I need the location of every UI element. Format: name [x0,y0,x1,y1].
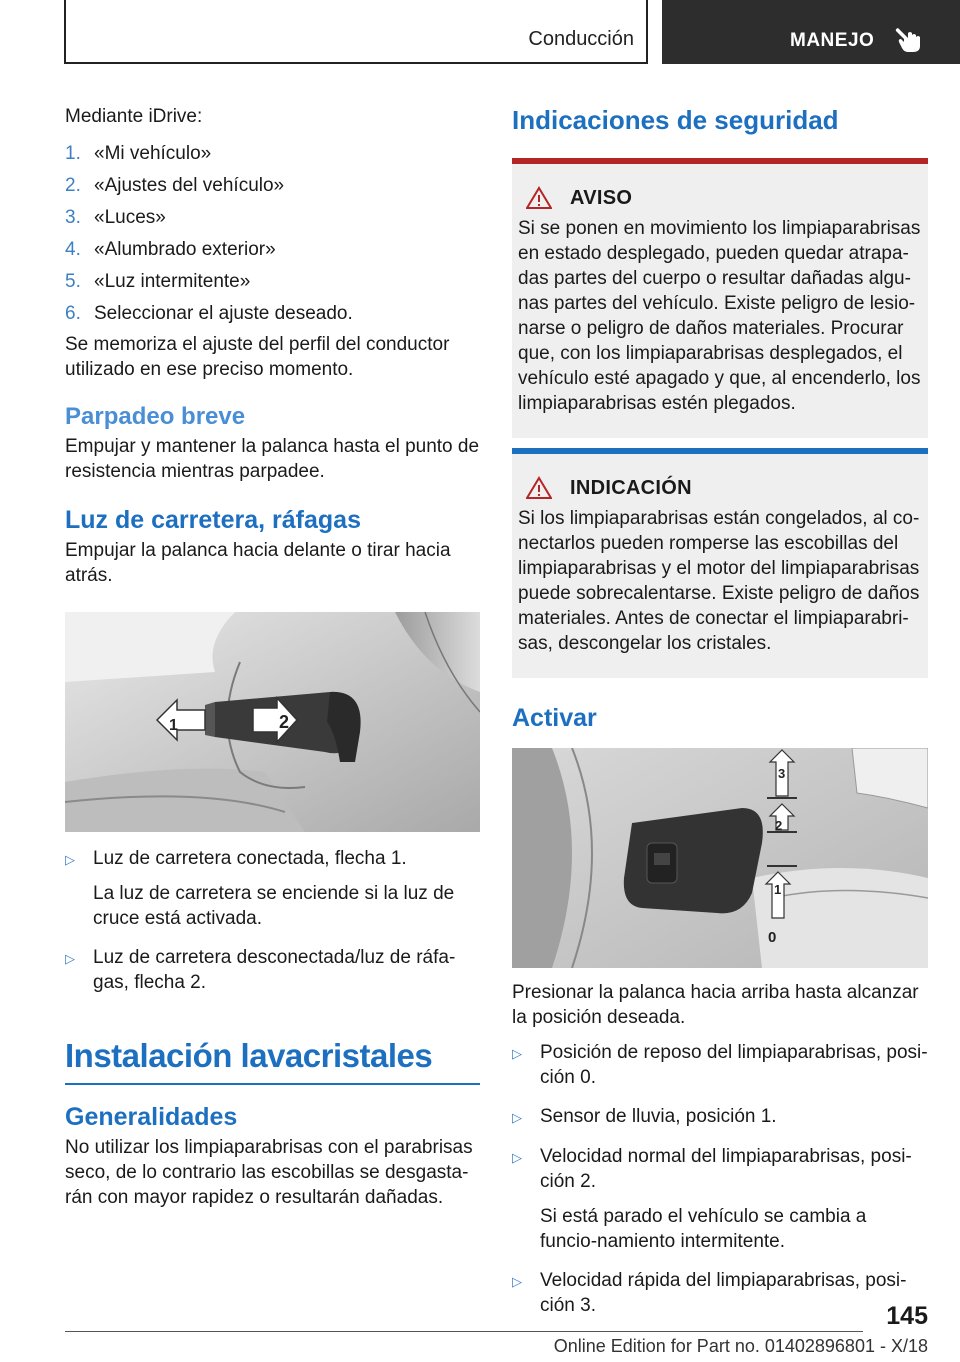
triangle-bullet-icon: ▷ [512,1046,522,1061]
section-tab [64,0,648,64]
page-header [0,0,960,66]
heading-activate: Activar [512,704,597,732]
warning-triangle-icon [526,186,552,210]
arrow-label-1: 1 [169,717,178,734]
triangle-bullet-icon: ▷ [512,1274,522,1289]
heading-safety: Indicaciones de seguridad [512,105,839,135]
high-beam-text: Empujar la palanca hacia delante o tirar hacia atrás. [65,540,451,586]
triangle-bullet-icon: ▷ [65,852,75,867]
footer-text: Online Edition for Part no. 01402896801 - X/18 [553,1336,928,1356]
section-title: Conducción [528,28,634,50]
heading-flash: Parpadeo breve [65,403,246,430]
step-item: 2. «Ajustes del vehículo» [65,175,285,196]
heading-washer-system: Instalación lavacristales [65,1037,433,1074]
list-item: ▷ Sensor de lluvia, posición 1. [512,1104,928,1130]
pointing-hand-icon [894,24,924,54]
profile-note: Se memoriza el ajuste del perfil del conductor utilizado en ese preciso momento. [65,334,450,380]
position-label-1: 1 [774,882,782,897]
warning-text: Si se ponen en movimiento los limpiaparabrisas en estado desplegado, pueden quedar atrapa-das partes del cuerpo o resultar dañadas algu-nas partes del vehículo. Existe peligro de lesio-narse o peligro de daños materiales. Procurar que, con los limpiaparabrisas desplegados, el vehículo esté apagado y que, al encenderlo, los limpiaparabrisas estén plegados. [518,218,921,414]
wiper-lever-illustration [512,748,928,968]
notice-text: Si los limpiaparabrisas están congelados, al co-nectarlos pueden romperse las escobillas del limpiaparabrisas y el motor del limpiaparabrisas puede sobrecalentarse. Existe peligro de daños materiales. Antes de conectar el limpiaparabri-sas, descongelar los cristales. [518,508,920,654]
intro-text: Mediante iDrive: [65,106,203,127]
left-column [65,96,480,1210]
step-item: 3. «Luces» [65,207,166,228]
step-item: 6. Seleccionar el ajuste deseado. [65,303,353,324]
step-item: 4. «Alumbrado exterior» [65,239,276,260]
list-item: ▷ Luz de carretera conectada, flecha 1. La luz de carretera se enciende si la luz de cruce está activada. [65,848,455,929]
arrow-label-2: 2 [279,712,290,732]
position-label-2: 2 [775,818,783,833]
list-item: ▷ Velocidad rápida del limpiaparabrisas, posi-ción 3. [512,1270,907,1316]
page-number: 145 [886,1302,928,1330]
high-beam-illustration [65,612,480,832]
activate-text: Presionar la palanca hacia arriba hasta alcanzar la posición deseada. [512,982,919,1028]
lever-illustration [65,612,480,832]
step-item: 5. «Luz intermitente» [65,271,251,292]
notice-box [512,448,928,678]
high-beam-bullets [65,846,480,995]
right-column [512,104,928,1318]
list-item: ▷ Velocidad normal del limpiaparabrisas, posi-ción 2. Si está parado el vehículo se cambia a funcio-namiento intermitente. [512,1146,912,1252]
list-item: ▷ Luz de carretera desconectada/luz de ráfa-gas, flecha 2. [65,947,456,993]
chapter-tab [662,0,960,64]
triangle-bullet-icon: ▷ [512,1150,522,1165]
heading-high-beam: Luz de carretera, ráfagas [65,506,361,534]
warning-box [512,158,928,438]
flash-text: Empujar y mantener la palanca hasta el punto de resistencia mientras parpadee. [65,436,480,482]
triangle-bullet-icon: ▷ [512,1110,522,1125]
position-label-3: 3 [778,766,786,781]
notice-title: INDICACIÓN [570,476,692,499]
footer-rule [65,1331,863,1332]
heading-general: Generalidades [65,1103,238,1131]
triangle-bullet-icon: ▷ [65,951,75,966]
general-text: No utilizar los limpiaparabrisas con el parabrisas seco, de lo contrario las escobillas se desgasta-rán con mayor rapidez o resultarán dañadas. [65,1137,473,1208]
chapter-title: MANEJO [790,30,875,51]
wiper-position-bullets [512,1040,928,1318]
heading-rule [65,1083,480,1085]
list-item: ▷ Posición de reposo del limpiaparabrisas, posi-ción 0. [512,1042,928,1088]
warning-title: AVISO [570,186,633,209]
warning-triangle-icon [526,476,552,500]
step-item: 1. «Mi vehículo» [65,143,212,164]
position-label-0: 0 [768,929,777,946]
wiper-illustration [512,748,928,968]
idrive-steps [65,141,480,326]
